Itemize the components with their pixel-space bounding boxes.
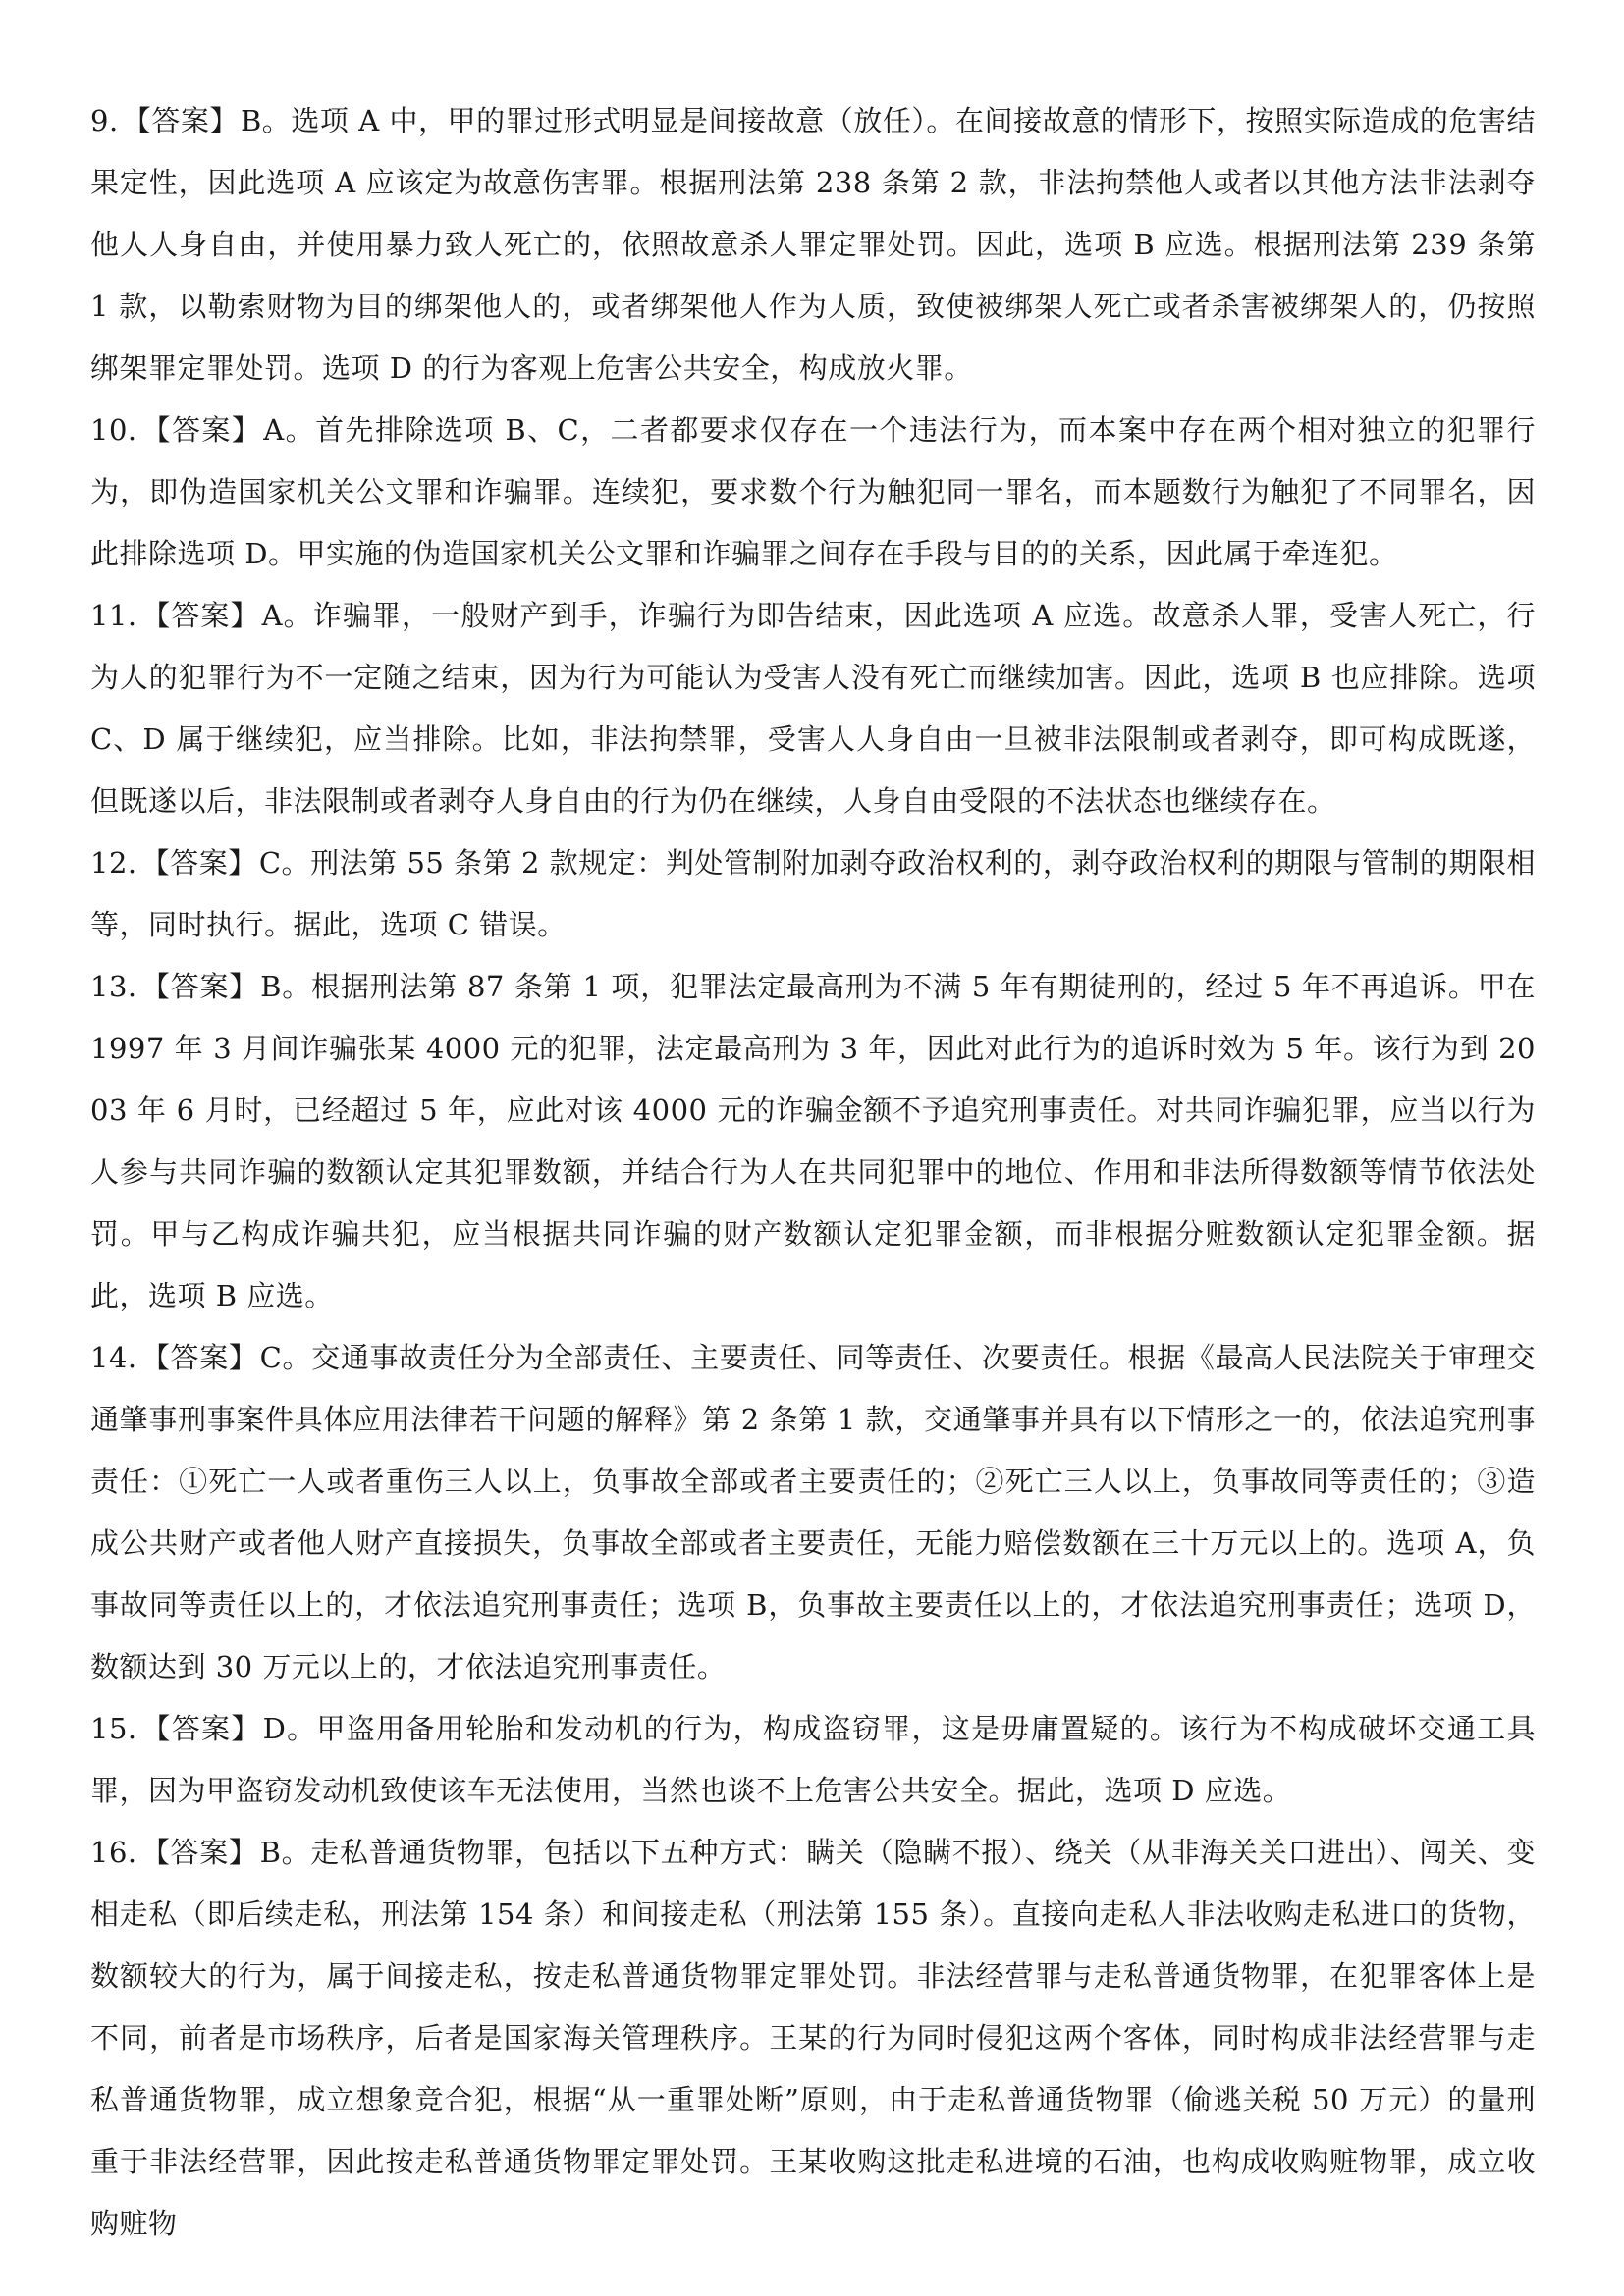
answer-text: A。诈骗罪，一般财产到手，诈骗行为即告结束，因此选项 A 应选。故意杀人罪，受害人死亡，行为人的犯罪行为不一定随之结束，因为行为可能认为受害人没有死亡而继续加害。因此，选项 B 也应排除。选项 C、D 属于继续犯，应当排除。比如，非法拘禁罪，受害人人身自由一旦被非法限制或者剥夺，即可构成既遂，但既遂以后，非法限制或者剥夺人身自由的行为仍在继续，人身自由受限的不法状态也继续存在。 [90, 599, 1536, 818]
answer-paragraph-15 [90, 1698, 1536, 1822]
answer-paragraph-14 [90, 1327, 1536, 1698]
answer-tag: 【答案】 [140, 1712, 261, 1745]
question-number: 14. [90, 1341, 137, 1374]
question-number: 9. [90, 104, 119, 137]
answer-tag: 【答案】 [140, 1836, 258, 1869]
answer-text: C。交通事故责任分为全部责任、主要责任、同等责任、次要责任。根据《最高人民法院关于审理交通肇事刑事案件具体应用法律若干问题的解释》第 2 条第 1 款，交通肇事并具有以下情形之一的，依法追究刑事责任：①死亡一人或者重伤三人以上，负事故全部或者主要责任的；②死亡三人以上，负事故同等责任的；③造成公共财产或者他人财产直接损失，负事故全部或者主要责任，无能力赔偿数额在三十万元以上的。选项 A，负事故同等责任以上的，才依法追究刑事责任；选项 B，负事故主要责任以上的，才依法追究刑事责任；选项 D，数额达到 30 万元以上的，才依法追究刑事责任。 [90, 1341, 1536, 1683]
document-page [90, 90, 1536, 2255]
answer-tag: 【答案】 [140, 413, 262, 447]
answer-tag: 【答案】 [140, 1341, 258, 1374]
answer-paragraph-11 [90, 585, 1536, 832]
question-number: 16. [90, 1836, 137, 1869]
question-number: 10. [90, 413, 137, 447]
question-number: 12. [90, 846, 137, 880]
answer-paragraph-16 [90, 1822, 1536, 2255]
answer-paragraph-9 [90, 90, 1536, 400]
answer-paragraph-13 [90, 956, 1536, 1327]
question-number: 13. [90, 970, 137, 1003]
answer-text: C。刑法第 55 条第 2 款规定：判处管制附加剥夺政治权利的，剥夺政治权利的期限与管制的期限相等，同时执行。据此，选项 C 错误。 [90, 846, 1536, 941]
answer-paragraph-10 [90, 400, 1536, 585]
answer-text: B。根据刑法第 87 条第 1 项，犯罪法定最高刑为不满 5 年有期徒刑的，经过 5 年不再追诉。甲在 1997 年 3 月间诈骗张某 4000 元的犯罪，法定最高刑为 3 年，因此对此行为的追诉时效为 5 年。该行为到 2003 年 6 月时，已经超过 5 年，应此对该 4000 元的诈骗金额不予追究刑事责任。对共同诈骗犯罪，应当以行为人参与共同诈骗的数额认定其犯罪数额，并结合行为人在共同犯罪中的地位、作用和非法所得数额等情节依法处罚。甲与乙构成诈骗共犯，应当根据共同诈骗的财产数额认定犯罪金额，而非根据分赃数额认定犯罪金额。据此，选项 B 应选。 [90, 970, 1536, 1312]
question-number: 15. [90, 1712, 137, 1745]
answer-text: B。选项 A 中，甲的罪过形式明显是间接故意（放任）。在间接故意的情形下，按照实际造成的危害结果定性，因此选项 A 应该定为故意伤害罪。根据刑法第 238 条第 2 款，非法拘禁他人或者以其他方法非法剥夺他人人身自由，并使用暴力致人死亡的，依照故意杀人罪定罪处罚。因此，选项 B 应选。根据刑法第 239 条第 1 款，以勒索财物为目的绑架他人的，或者绑架他人作为人质，致使被绑架人死亡或者杀害被绑架人的，仍按照绑架罪定罪处罚。选项 D 的行为客观上危害公共安全，构成放火罪。 [90, 104, 1536, 385]
question-number: 11. [90, 599, 137, 632]
answer-tag: 【答案】 [140, 846, 257, 880]
answer-paragraph-12 [90, 832, 1536, 956]
answer-text: D。甲盗用备用轮胎和发动机的行为，构成盗窃罪，这是毋庸置疑的。该行为不构成破坏交通工具罪，因为甲盗窃发动机致使该车无法使用，当然也谈不上危害公共安全。据此，选项 D 应选。 [90, 1712, 1536, 1807]
answer-tag: 【答案】 [140, 970, 259, 1003]
answer-tag: 【答案】 [140, 599, 260, 632]
answer-tag: 【答案】 [122, 104, 239, 137]
answer-text: A。首先排除选项 B、C，二者都要求仅存在一个违法行为，而本案中存在两个相对独立的犯罪行为，即伪造国家机关公文罪和诈骗罪。连续犯，要求数个行为触犯同一罪名，而本题数行为触犯了不同罪名，因此排除选项 D。甲实施的伪造国家机关公文罪和诈骗罪之间存在手段与目的的关系，因此属于牵连犯。 [90, 413, 1536, 570]
answer-text: B。走私普通货物罪，包括以下五种方式：瞒关（隐瞒不报）、绕关（从非海关关口进出）、闯关、变相走私（即后续走私，刑法第 154 条）和间接走私（刑法第 155 条）。直接向走私人非法收购走私进口的货物，数额较大的行为，属于间接走私，按走私普通货物罪定罪处罚。非法经营罪与走私普通货物罪，在犯罪客体上是不同，前者是市场秩序，后者是国家海关管理秩序。王某的行为同时侵犯这两个客体，同时构成非法经营罪与走私普通货物罪，成立想象竞合犯，根据“从一重罪处断”原则，由于走私普通货物罪（偷逃关税 50 万元）的量刑重于非法经营罪，因此按走私普通货物罪定罪处罚。王某收购这批走私进境的石油，也构成收购赃物罪，成立收购赃物 [90, 1836, 1536, 2240]
